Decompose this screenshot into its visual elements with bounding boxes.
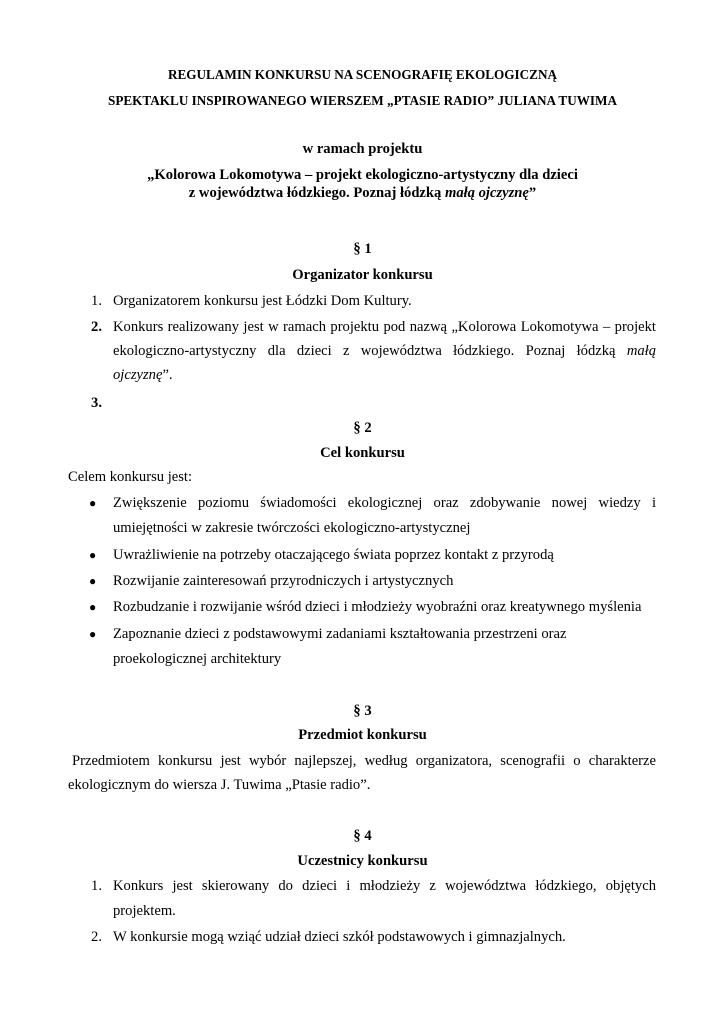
s4-item-1-line2: projektem. [113,903,176,919]
s2-bullet-5-line2: proekologicznej architektury [113,651,282,667]
s1-item-2-line1: Konkurs realizowany jest w ramach projektu pod nazwą „Kolorowa Lokomotywa – projekt [113,319,656,335]
s1-item-1-text: Organizatorem konkursu jest Łódzki Dom Kultury. [113,293,412,309]
section-3-line1: Przedmiotem konkursu jest wybór najlepszej, według organizatora, scenografii o charakterze [72,753,656,769]
section-4-mark: § 4 [353,828,372,844]
section-3-heading: Przedmiot konkursu [298,727,427,743]
section-2-heading: Cel konkursu [320,445,405,461]
project-name-line2-end: ” [528,185,537,201]
s2-bullet-1-line2: umiejętności w zakresie twórczości ekologiczno-artystycznej [113,520,471,536]
s1-item-2-number: 2. [91,319,102,335]
s1-item-2-line3 [113,366,173,384]
bullet-icon: ● [89,548,97,562]
section-1-heading: Organizator konkursu [292,267,433,283]
section-2-intro: Celem konkursu jest: [68,469,193,485]
section-1-mark: § 1 [353,241,372,257]
s1-item-2-line2-italic: małą [626,343,656,359]
section-2-mark: § 2 [353,420,372,436]
document-title-line1: REGULAMIN KONKURSU NA SCENOGRAFIĘ EKOLOGICZNĄ [167,67,558,82]
section-3-mark: § 3 [353,703,372,719]
bullet-icon: ● [89,600,97,614]
project-name-line2-text: z województwa łódzkiego. Poznaj łódzką [188,185,445,201]
s1-item-3-number: 3. [91,395,102,411]
document-title-line2: SPEKTAKLU INSPIROWANEGO WIERSZEM „PTASIE RADIO” JULIANA TUWIMA [107,93,618,108]
s2-bullet-5-line1: Zapoznanie dzieci z podstawowymi zadaniami kształtowania przestrzeni oraz [113,626,567,642]
s2-bullet-1-line1: Zwiększenie poziomu świadomości ekologicznej oraz zdobywanie nowej wiedzy i [113,495,656,511]
s2-bullet-3: Rozwijanie zainteresowań przyrodniczych i artystycznych [113,573,454,589]
bullet-icon: ● [89,627,97,641]
project-name-line2-italic: małą ojczyznę [444,185,529,201]
project-name-line1: „Kolorowa Lokomotywa – projekt ekologiczno-artystyczny dla dzieci [147,167,578,183]
s2-bullet-4: Rozbudzanie i rozwijanie wśród dzieci i młodzieży wyobraźni oraz kreatywnego myślenia [113,599,642,615]
s1-item-2-line3-italic: ojczyznę [113,367,163,383]
s1-item-2-line2-text: ekologiczno-artystyczny dla dzieci z województwa łódzkiego. Poznaj łódzką [113,343,627,359]
section-4-heading: Uczestnicy konkursu [297,853,428,869]
s1-item-1-number: 1. [91,293,102,309]
s1-item-2-line2 [113,342,656,360]
section-3-line2: ekologicznym do wiersza J. Tuwima „Ptasie radio”. [68,777,371,793]
s4-item-1-number: 1. [91,878,102,894]
bullet-icon: ● [89,496,97,510]
document-subtitle: w ramach projektu [302,141,423,157]
bullet-icon: ● [89,574,97,588]
project-name-line2 [0,184,725,202]
s4-item-2-line1: W konkursie mogą wziąć udział dzieci szkół podstawowych i gimnazjalnych. [113,929,566,945]
s4-item-1-line1: Konkurs jest skierowany do dzieci i młodzieży z województwa łódzkiego, objętych [113,878,656,894]
s4-item-2-number: 2. [91,929,102,945]
s1-item-2-line3-end: ”. [162,367,173,383]
s2-bullet-2: Uwrażliwienie na potrzeby otaczającego świata poprzez kontakt z przyrodą [113,547,554,563]
